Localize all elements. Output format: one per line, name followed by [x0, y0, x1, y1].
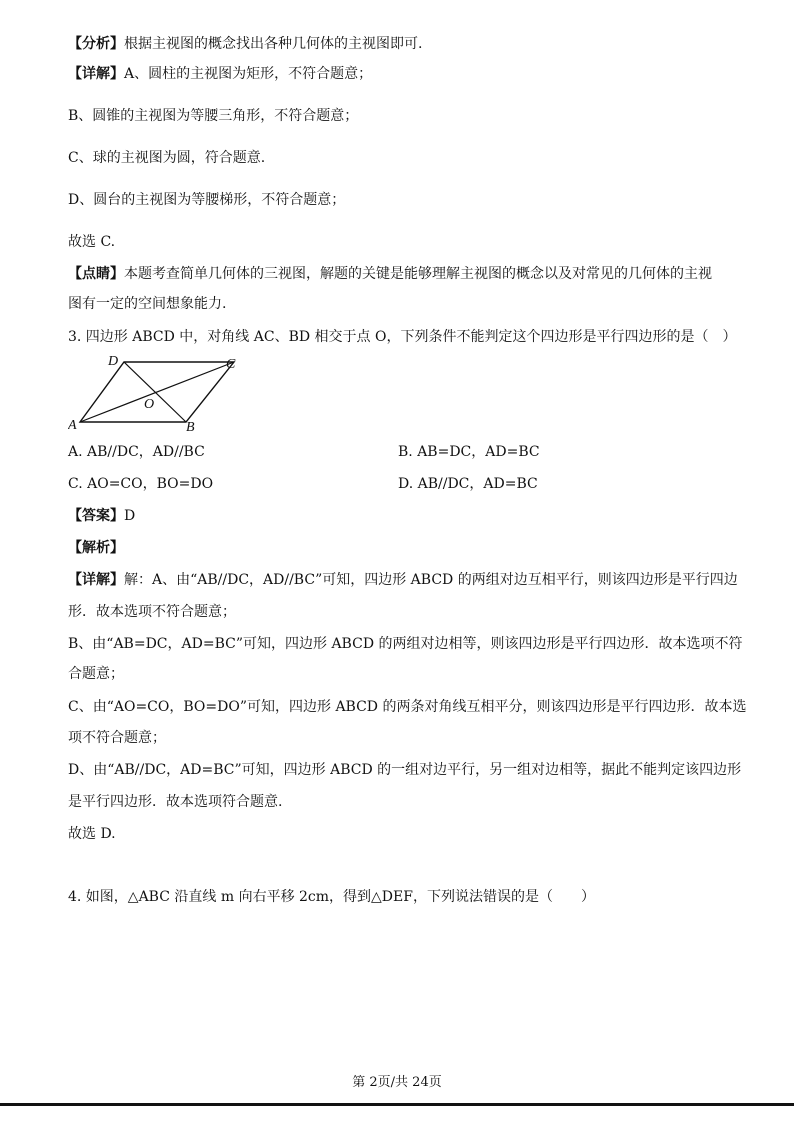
- parallelogram-figure: [68, 352, 258, 432]
- q3-detail-d2: 是平行四边形．故本选项符合题意.: [68, 794, 283, 810]
- q2-analysis-line: [68, 34, 422, 54]
- q3-detail-line: [68, 570, 738, 590]
- q2-choose: 故选 C.: [68, 234, 116, 250]
- vertex-d-label: D: [108, 354, 119, 369]
- comment-tag: 【点睛】: [68, 266, 124, 282]
- q3-option-a: A. AB//DC，AD//BC: [68, 444, 205, 460]
- detail-tag-q3: 【详解】: [68, 572, 124, 588]
- q3-option-c: C. AO=CO，BO=DO: [68, 476, 214, 492]
- q3-answer: D: [124, 508, 136, 524]
- point-o-label: O: [144, 397, 155, 412]
- q2-detail-line: [68, 64, 372, 84]
- vertex-b-label: B: [186, 420, 195, 432]
- q3-detail-b1: B、由“AB=DC，AD=BC”可知，四边形 ABCD 的两组对边相等，则该四边形是平行四边形．故本选项不符: [68, 636, 743, 652]
- q3-detail-a1: 解：A、由“AB//DC，AD//BC”可知，四边形 ABCD 的两组对边互相平行，则该四边形是平行四边: [124, 572, 738, 588]
- q3-answer-line: [68, 506, 135, 526]
- q2-detail-b: B、圆锥的主视图为等腰三角形，不符合题意；: [68, 108, 359, 124]
- q2-comment-2: 图有一定的空间想象能力.: [68, 296, 227, 312]
- q3-detail-a2: 形．故本选项不符合题意；: [68, 604, 236, 620]
- q3-detail-c2: 项不符合题意；: [68, 730, 166, 746]
- diagonal-ac: [80, 362, 234, 422]
- detail-tag: 【详解】: [68, 66, 124, 82]
- q3-detail-d1: D、由“AB//DC，AD=BC”可知，四边形 ABCD 的一组对边平行，另一组对边相等，据此不能判定该四边形: [68, 762, 742, 778]
- q2-detail-c: C、球的主视图为圆，符合题意.: [68, 150, 266, 166]
- q3-detail-c1: C、由“AO=CO，BO=DO”可知，四边形 ABCD 的两条对角线互相平分，则该四边形是平行四边形．故本选: [68, 699, 747, 715]
- vertex-a-label: A: [68, 418, 77, 432]
- diagonal-bd: [124, 362, 186, 422]
- q4-stem: 4. 如图，△ABC 沿直线 m 向右平移 2cm，得到△DEF，下列说法错误的是（ ）: [68, 889, 595, 905]
- bottom-rule: [0, 1103, 794, 1106]
- vertex-c-label: C: [226, 357, 236, 372]
- q3-option-d: D. AB//DC，AD=BC: [398, 476, 538, 492]
- q2-analysis-text: 根据主视图的概念找出各种几何体的主视图即可.: [124, 36, 423, 52]
- parse-tag: 【解析】: [68, 540, 124, 556]
- answer-tag: 【答案】: [68, 508, 124, 524]
- q2-comment-line: [68, 264, 712, 284]
- q3-choose: 故选 D.: [68, 826, 116, 842]
- q2-comment-1: 本题考查简单几何体的三视图，解题的关键是能够理解主视图的概念以及对常见的几何体的主视: [124, 266, 712, 282]
- q2-detail-d: D、圆台的主视图为等腰梯形，不符合题意；: [68, 192, 346, 208]
- q3-detail-b2: 合题意；: [68, 666, 124, 682]
- q2-detail-a: A、圆柱的主视图为矩形，不符合题意；: [124, 66, 373, 82]
- q3-option-b: B. AB=DC，AD=BC: [398, 444, 540, 460]
- q3-parse-tag: [68, 538, 124, 558]
- analysis-tag: 【分析】: [68, 36, 124, 52]
- page-number: 第 2页/共 24页: [352, 1075, 442, 1090]
- q3-stem: 3. 四边形 ABCD 中，对角线 AC、BD 相交于点 O，下列条件不能判定这个四边形是平行四边形的是（ ）: [68, 329, 737, 345]
